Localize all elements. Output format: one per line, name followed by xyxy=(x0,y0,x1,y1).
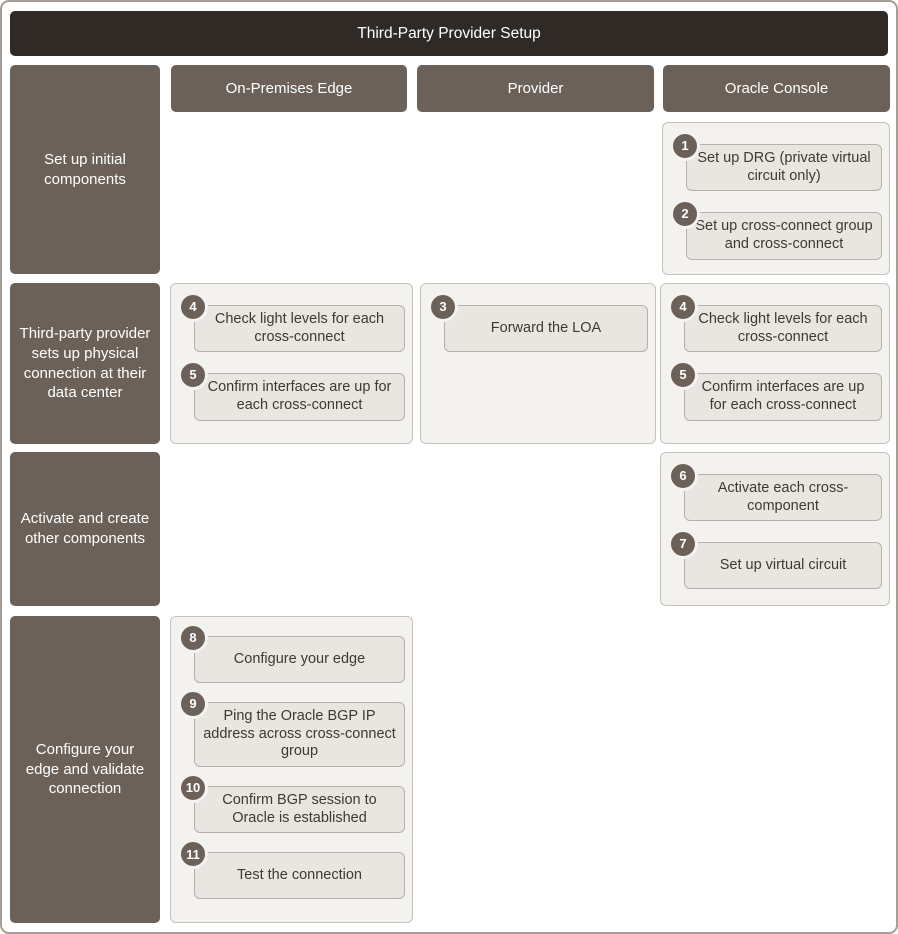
task-label: Ping the Oracle BGP IP address across cross-connect group xyxy=(203,708,396,760)
task-label: Confirm interfaces are up for each cross-connect xyxy=(207,379,392,414)
task-box xyxy=(189,696,405,767)
task-number-badge: 1 xyxy=(670,131,700,161)
task-box xyxy=(185,780,405,833)
task-label: Check light levels for each cross-connect xyxy=(214,311,385,345)
cell-row2-on-premises-edge xyxy=(170,283,413,444)
task-box xyxy=(679,468,882,521)
task-number-badge: 3 xyxy=(428,292,458,322)
task-label: Check light levels for each cross-connect xyxy=(698,311,868,345)
task-label: Configure your edge xyxy=(233,650,366,667)
task-box xyxy=(679,536,882,589)
task-label: Confirm BGP session to Oracle is established xyxy=(222,792,377,826)
row-header-third-party-provider-physical-connection: Third-party provider sets up physical connection at their data center xyxy=(10,283,160,444)
row-header-set-up-initial-components: Set up initial components xyxy=(10,65,160,274)
task-box xyxy=(679,299,882,352)
task-box xyxy=(189,630,405,683)
cell-row2-oracle-console xyxy=(660,283,890,444)
task-number-badge: 11 xyxy=(178,839,208,869)
task-label: Activate each cross-component xyxy=(717,480,849,514)
task-box xyxy=(681,138,882,191)
diagram-title: Third-Party Provider Setup xyxy=(10,11,888,56)
task-label: Confirm interfaces are up for each cross-connect xyxy=(701,379,865,414)
task-label: Set up cross-connect group and cross-connect xyxy=(695,218,873,253)
task-label: Forward the LOA xyxy=(490,319,602,336)
task-number-badge: 8 xyxy=(178,623,208,653)
column-header-on-premises-edge: On-Premises Edge xyxy=(171,65,407,112)
task-box xyxy=(679,367,882,420)
task-box xyxy=(189,299,405,352)
task-label: Set up DRG (private virtual circuit only) xyxy=(697,150,871,184)
task-label: Test the connection xyxy=(237,867,362,884)
task-number-badge: 4 xyxy=(668,292,698,322)
task-number-badge: 7 xyxy=(668,529,698,559)
task-number-badge: 5 xyxy=(178,360,208,390)
task-box xyxy=(189,367,405,420)
task-number-badge: 2 xyxy=(670,199,700,229)
cell-row4-on-premises-edge xyxy=(170,616,413,923)
column-header-provider: Provider xyxy=(417,65,654,112)
task-box xyxy=(681,206,882,259)
task-label: Set up virtual circuit xyxy=(719,557,847,574)
task-number-badge: 10 xyxy=(178,773,208,803)
row-header-configure-edge-and-validate-connection: Configure your edge and validate connection xyxy=(10,616,160,923)
cell-row3-oracle-console xyxy=(660,452,890,606)
task-number-badge: 9 xyxy=(178,689,208,719)
task-box xyxy=(186,846,405,899)
column-header-oracle-console: Oracle Console xyxy=(663,65,890,112)
task-box xyxy=(439,299,648,352)
task-number-badge: 5 xyxy=(668,360,698,390)
cell-row1-oracle-console xyxy=(662,122,890,275)
task-number-badge: 4 xyxy=(178,292,208,322)
cell-row2-provider xyxy=(420,283,656,444)
row-header-activate-and-create-other-components: Activate and create other components xyxy=(10,452,160,606)
task-number-badge: 6 xyxy=(668,461,698,491)
